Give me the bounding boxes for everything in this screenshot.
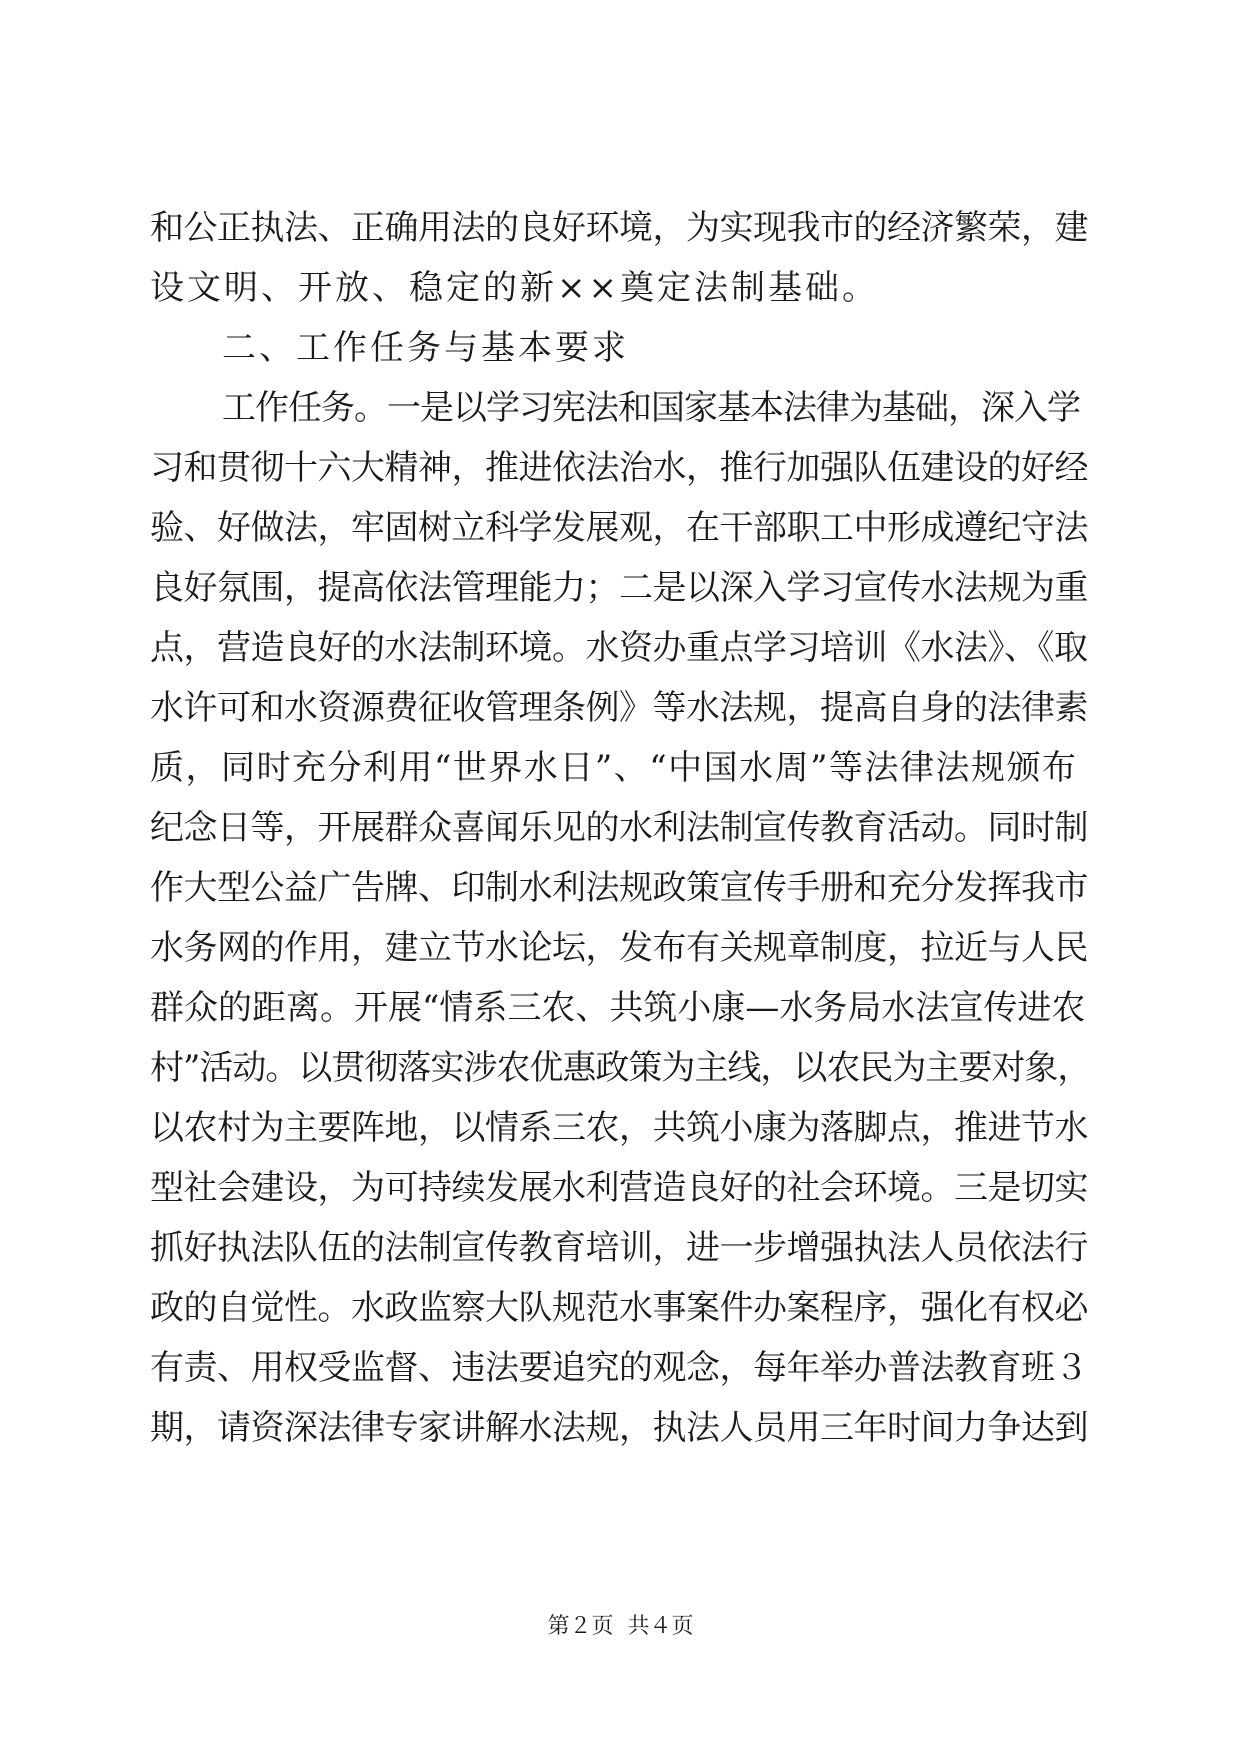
text-line-12: 作大型公益广告牌、印制水利法规政策宣传手册和充分发挥我市 [150, 868, 1088, 908]
text-line-18: 抓好执法队伍的法制宣传教育培训，进一步增强执法人员依法行 [150, 1228, 1088, 1268]
text-line-1: 和公正执法、正确用法的良好环境，为实现我市的经济繁荣，建 [150, 208, 1088, 248]
text-line-21: 期，请资深法律专家讲解水法规，执法人员用三年时间力争达到 [150, 1408, 1088, 1448]
text-line-20: 有责、用权受监督、违法要追究的观念，每年举办普法教育班３ [150, 1348, 1088, 1388]
text-line-9: 水许可和水资源费征收管理条例》等水法规，提高自身的法律素 [150, 688, 1088, 728]
text-line-6: 验、好做法，牢固树立科学发展观，在干部职工中形成遵纪守法 [150, 508, 1088, 548]
text-line-16: 以农村为主要阵地，以情系三农，共筑小康为落脚点，推进节水 [150, 1108, 1088, 1148]
text-line-13: 水务网的作用，建立节水论坛，发布有关规章制度，拉近与人民 [150, 928, 1088, 968]
text-line-2: 设文明、开放、稳定的新××奠定法制基础。 [150, 268, 879, 308]
text-line-15: 村”活动。以贯彻落实涉农优惠政策为主线，以农民为主要对象， [150, 1048, 1091, 1088]
text-line-11: 纪念日等，开展群众喜闻乐见的水利法制宣传教育活动。同时制 [150, 808, 1088, 848]
text-line-19: 政的自觉性。水政监察大队规范水事案件办案程序，强化有权必 [150, 1288, 1088, 1328]
text-line-17: 型社会建设，为可持续发展水利营造良好的社会环境。三是切实 [150, 1168, 1088, 1208]
text-line-5: 习和贯彻十六大精神，推进依法治水，推行加强队伍建设的好经 [150, 448, 1088, 488]
text-line-10: 质，同时充分利用“世界水日”、“中国水周”等法律法规颁布 [150, 748, 1078, 788]
text-line-8: 点，营造良好的水法制环境。水资办重点学习培训《水法》、《取 [150, 628, 1088, 668]
text-line-14: 群众的距离。开展“情系三农、共筑小康—水务局水法宣传进农 [150, 988, 1086, 1028]
page-number-footer: 第２页 共４页 [547, 1614, 694, 1639]
section-heading: 二、工作任务与基本要求 [222, 328, 629, 368]
text-line-7: 良好氛围，提高依法管理能力；二是以深入学习宣传水法规为重 [150, 568, 1088, 608]
text-line-4: 工作任务。一是以学习宪法和国家基本法律为基础，深入学 [222, 388, 1080, 428]
